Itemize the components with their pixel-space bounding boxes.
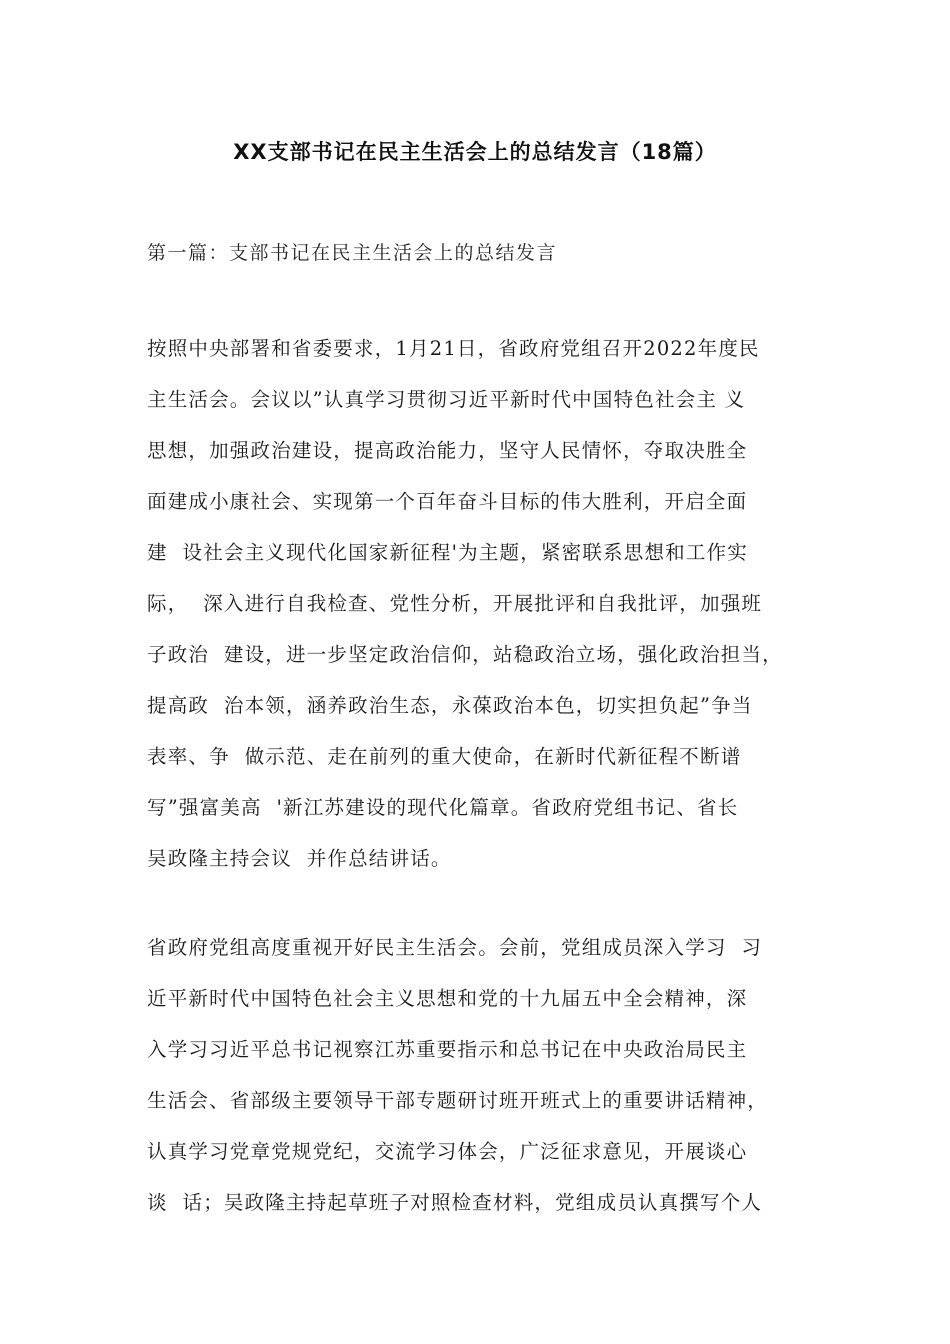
- paragraph-1: [147, 336, 837, 897]
- section-heading: 第一篇：支部书记在民主生活会上的总结发言: [147, 242, 558, 264]
- paragraph-line: 写”强富美高 '新江苏建设的现代化篇章。省政府党组书记、省长: [147, 796, 739, 819]
- paragraph-line: 认真学习党章党规党纪，交流学习体会，广泛征求意见，开展谈心: [147, 1140, 748, 1163]
- paragraph-2: [147, 935, 837, 1241]
- paragraph-line: 际， 深入进行自我检查、党性分析，开展批评和自我批评，加强班: [147, 592, 763, 615]
- paragraph-line: 思想，加强政治建设，提高政治能力，坚守人民情怀，夺取决胜全: [147, 439, 748, 462]
- paragraph-line: 入学习习近平总书记视察江苏重要指示和总书记在中央政治局民主: [147, 1038, 748, 1061]
- document-title: XX支部书记在民主生活会上的总结发言（18篇）: [233, 140, 717, 164]
- paragraph-line: 建 设社会主义现代化国家新征程'为主题，紧密联系思想和工作实: [147, 541, 748, 564]
- paragraph-line: 面建成小康社会、实现第一个百年奋斗目标的伟大胜利，开启全面: [147, 490, 748, 513]
- paragraph-line: 表率、争 做示范、走在前列的重大使命，在新时代新征程不断谱: [147, 745, 742, 768]
- paragraph-line: 生活会、省部级主要领导干部专题研讨班开班式上的重要讲话精神，: [147, 1089, 769, 1112]
- paragraph-line: 省政府党组高度重视开好民主生活会。会前，党组成员深入学习 习: [147, 936, 763, 959]
- paragraph-line: 提高政 治本领，涵养政治生态，永葆政治本色，切实担负起”争当: [147, 694, 753, 717]
- paragraph-line: 吴政隆主持会议 并作总结讲话。: [147, 847, 452, 870]
- paragraph-line: 按照中央部署和省委要求，1月21日，省政府党组召开2022年度民: [147, 337, 760, 360]
- paragraph-line: 谈 话；吴政隆主持起草班子对照检查材料，党组成员认真撰写个人: [147, 1191, 763, 1214]
- paragraph-line: 子政治 建设，进一步坚定政治信仰，站稳政治立场，强化政治担当，: [147, 643, 783, 666]
- paragraph-line: 主生活会。会议以”认真学习贯彻习近平新时代中国特色社会主 义: [147, 388, 746, 411]
- paragraph-line: 近平新时代中国特色社会主义思想和党的十九届五中全会精神，深: [147, 987, 748, 1010]
